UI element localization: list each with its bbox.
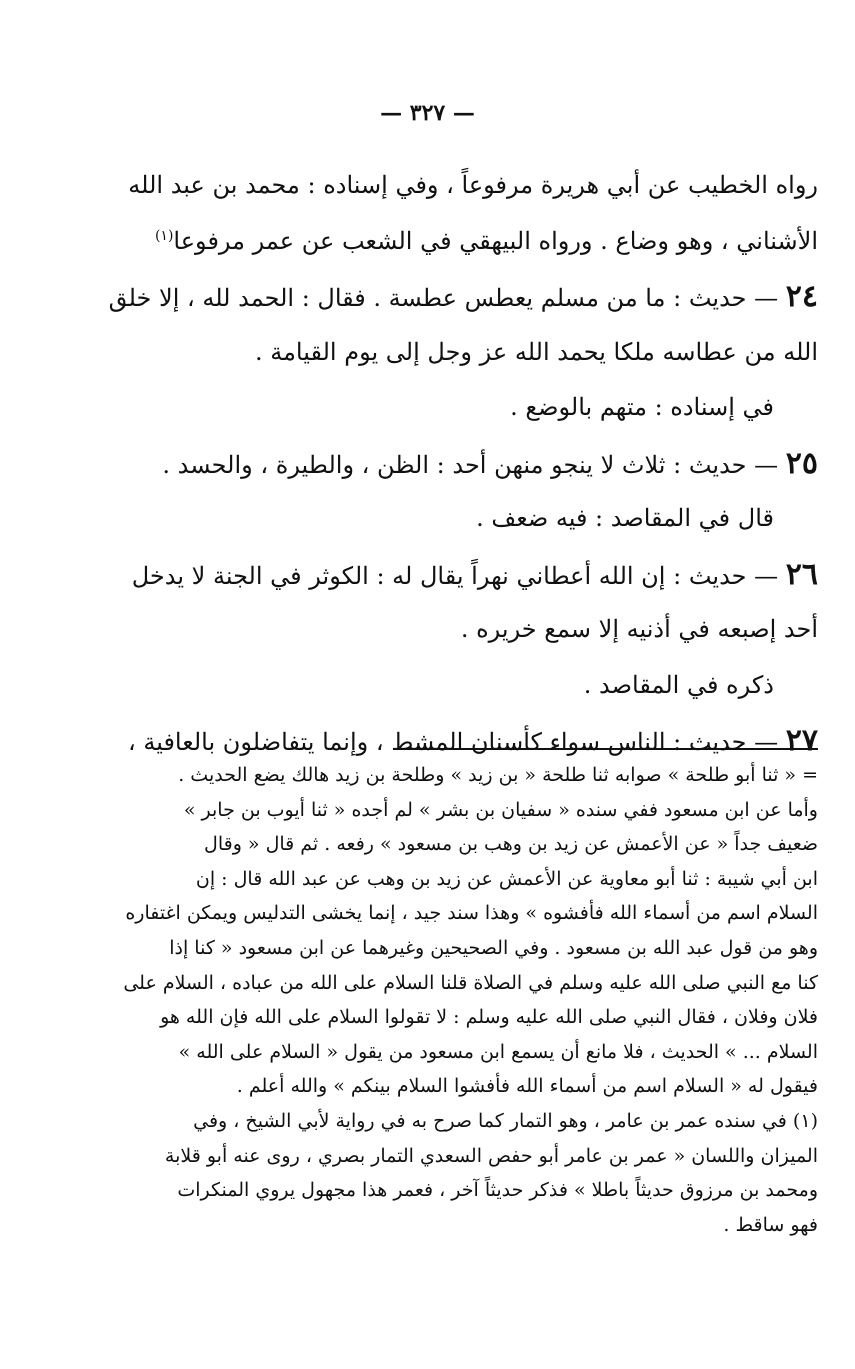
line-text: — حديث : الناس سواء كأسنان المشط ، وإنما يتفاضلون بالعافية ، (127, 728, 786, 756)
footnote-reference: (١) (154, 227, 174, 244)
footnote-line: ابن أبي شيبة : ثنا أبو معاوية عن الأعمش عن زيد بن وهب عن عبد الله قال : إن (195, 867, 818, 890)
text-line (160, 380, 818, 436)
line-text: أحد إصبعه في أذنيه إلا سمع خريره . (460, 615, 818, 643)
line-text: الأشناني ، وهو وضاع . ورواه البيهقي في الشعب عن عمر مرفوعا (173, 226, 818, 255)
line-text: — حديث : ما من مسلم يعطس عطسة . فقال : الحمد لله ، إلا خلق (108, 284, 786, 312)
hadith-line (131, 547, 818, 603)
page-number: — ٣٢٧ — (380, 100, 475, 126)
text-line (160, 325, 818, 381)
footnote-line: السلام اسم من أسماء الله فأفشوه » وهذا سند جيد ، إنما يخشى التدليس ويمكن اغتفاره (125, 902, 818, 925)
footnote-line: فهو ساقط . (723, 1213, 818, 1236)
text-line (154, 214, 818, 270)
hadith-number: ٢٧ (785, 723, 818, 758)
footnote-line: فيقول له « السلام اسم من أسماء الله فأفشوا السلام بينكم » والله أعلم . (236, 1075, 818, 1098)
footnote-line: = « ثنا أبو طلحة » صوابه ثنا طلحة « بن زيد » وطلحة بن زيد هالك يضع الحديث . (178, 764, 818, 786)
hadith-line (108, 269, 818, 325)
text-line (160, 658, 818, 714)
hadith-number: ٢٥ (785, 445, 818, 481)
text-line (160, 491, 818, 547)
line-text: — حديث : ثلاث لا ينجو منهن أحد : الظن ، والطيرة ، والحسد . (162, 450, 786, 479)
hadith-number: ٢٤ (785, 279, 818, 314)
text-line (160, 602, 818, 658)
main-text (108, 158, 818, 769)
hadith-number: ٢٦ (785, 556, 818, 592)
footnote-line: السلام ... » الحديث ، فلا مانع أن يسمع ابن مسعود من يقول « السلام على الله » (178, 1040, 818, 1063)
line-text: قال في المقاصد : فيه ضعف . (476, 504, 774, 532)
line-text: الله من عطاسه ملكا يحمد الله عز وجل إلى يوم القيامة . (254, 337, 818, 366)
footnote-divider (404, 748, 818, 750)
line-text: في إسناده : متهم بالوضع . (510, 393, 774, 421)
footnotes (123, 758, 818, 1242)
line-text: — حديث : إن الله أعطاني نهراً يقال له : الكوثر في الجنة لا يدخل (131, 561, 786, 590)
footnote-line: وأما عن ابن مسعود ففي سنده « سفيان بن بشر » لم أجده « ثنا أيوب بن جابر » (183, 798, 818, 821)
footnote-line: ضعيف جداً « عن الأعمش عن زيد بن وهب بن مسعود » رفعه . ثم قال « وقال (204, 833, 818, 856)
hadith-line (160, 436, 818, 492)
line-text: ذكره في المقاصد . (583, 670, 774, 699)
footnote-line: فلان وفلان ، فقال النبي صلى الله عليه وسلم : لا تقولوا السلام على الله فإن الله هو (160, 1006, 818, 1029)
footnote-line: الميزان واللسان « عمر بن عامر أبو حفص السعدي التمار بصري ، روى عنه أبو قلابة (164, 1144, 818, 1167)
text-line (128, 158, 818, 214)
footnote-line: كنا مع النبي صلى الله عليه وسلم في الصلاة قلنا السلام على الله من عباده ، السلام على (123, 971, 818, 994)
footnote-line: (١) في سنده عمر بن عامر ، وهو التمار كما صرح به في رواية لأبي الشيخ ، وفي (193, 1109, 818, 1132)
line-text: رواه الخطيب عن أبي هريرة مرفوعاً ، وفي إسناده : محمد بن عبد الله (128, 171, 818, 199)
footnote-line: ومحمد بن مرزوق حديثاً باطلا » فذكر حديثاً آخر ، فعمر هذا مجهول يروي المنكرات (177, 1179, 818, 1202)
footnote-line: وهو من قول عبد الله بن مسعود . وفي الصحيحين وغيرهما عن ابن مسعود « كنا إذا (169, 936, 818, 959)
